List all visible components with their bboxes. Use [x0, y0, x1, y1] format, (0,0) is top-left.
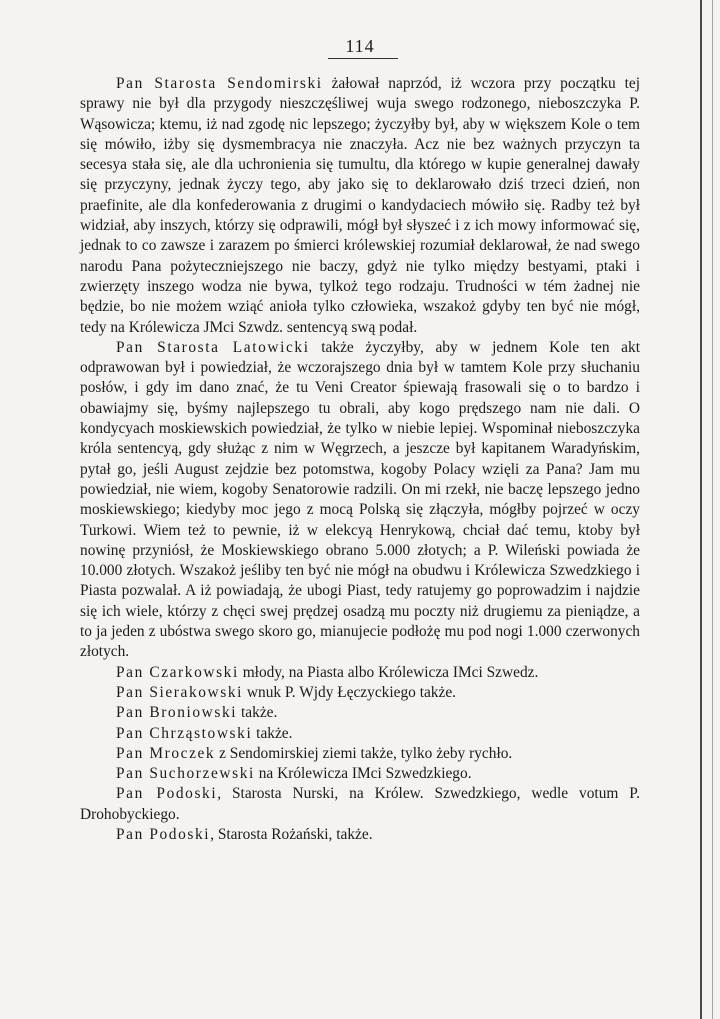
speaker-name: Pan Mroczek [116, 744, 216, 762]
page-body [80, 74, 640, 845]
vote-line [80, 784, 640, 825]
binding-edge-line-secondary [712, 0, 713, 1019]
speaker-name: Pan Broniowski [116, 704, 238, 722]
paragraph-text: także życzyłby, aby w jednem Kole ten akt odprawowan był i powiedział, że wczorajszego dnia był w tamtem Kole przy słuchaniu posłów, i gdy im dano znać, że tu Veni Creator śpiewają frasowali się o to bardzo i obawiajmy się, byśmy najlepszego tu obrali, aby kogo prędszego nam nie dali. O kondycyach moskiewskich powiedział, że tylko w niebie lepiej. Wspominał nieboszczyka króla sentencyą, gdy służąc z nim w Węgrzech, a jeszcze był kapitanem Waradyńskim, pytał go, jeśli August zejdzie bez potomstwa, kogoby Polacy wzięli za Pana? Jam mu powiedział, nie wiem, kogoby Senatorowie radzili. On mi rzekł, nie baczę lepszego jedno moskiewskiego; kiedyby moc jego z mocą Polską się złączyła, mógłby pojrzeć w oczy Turkowi. Wiem też to pewnie, iż w elekcyą Henrykową, chciał dać temu, ktoby był nowinę przyniósł, że Moskiewskiego obrano 5.000 złotych; a P. Wileński powiada że 10.000 złotych. Wszakoż jeśliby ten być nie mógł na obudwu i Królewicza Szwedzkiego i Piasta pozwalał. A iż powiadają, że ubogi Piast, tedy ratujemy go poprowadzim i najdzie się ich wiele, którzy z chęci swej prędzej osadzą mu poczty niż drugiemu za pieniądze, a to ja jeden z ubóstwa swego skoro go, mianujecie podłożę mu pod nogi 1.000 czerwonych złotych. [80, 338, 640, 661]
vote-text: wnuk P. Wjdy Łęczyckiego także. [243, 683, 457, 701]
page-number-rule [328, 58, 398, 59]
speaker-name: Pan Starosta Sendomirski [116, 75, 323, 92]
vote-text: młody, na Piasta albo Królewicza IMci Szwedz. [238, 663, 539, 681]
speaker-name: Pan Starosta Latowicki [116, 338, 310, 356]
vote-text: z Sendomirskiej ziemi także, tylko żeby rychło. [215, 744, 513, 762]
vote-text: , Starosta Nurski, na Królew. Szwedzkiego, wedle votum P. Drohobyckiego. [80, 785, 640, 823]
vote-line [80, 683, 640, 703]
speaker-name: Pan Podoski [116, 785, 218, 803]
vote-line [80, 663, 640, 683]
vote-text: także. [237, 704, 278, 722]
paragraph-sendomirski [80, 74, 640, 338]
paragraph-latowicki [80, 338, 640, 663]
speaker-name: Pan Podoski [116, 825, 211, 843]
vote-text: na Królewicza IMci Szwedzkiego. [254, 765, 472, 783]
binding-edge-line [700, 0, 702, 1019]
vote-text: także. [252, 724, 293, 742]
speaker-name: Pan Czarkowski [116, 663, 239, 681]
speaker-name: Pan Suchorzewski [116, 765, 255, 783]
vote-line [80, 764, 640, 784]
vote-line [80, 724, 640, 744]
vote-text: , Starosta Rożański, także. [210, 825, 373, 843]
speaker-name: Pan Sierakowski [116, 683, 244, 701]
paragraph-text: żałował naprzód, iż wczora przy początku tej sprawy nie był dla przygody nieszczęśliwej wuja swego rodzonego, nieboszczyka P. Wąsowicza; ktemu, iż nad zgodę nic lepszego; życzyłby był, aby w większem Kole o tem się mówiło, iżby się dysmembracya nie znaczyła. Acz nie bez ważnych przyczyn ta secesya stała się, ale dla uchronienia się tumultu, dla którego w kupie generalnej dawały się przyczyny, jednak życzy tego, aby jako się to deklarowało dziś trzeci dzień, non praefinite, ale dla konfederowania z drugimi o kandydaciech mówiło się. Radby też był widział, aby inszych, którzy się odprawili, mógł był słyszeć i z ich mowy informować się, jednak to co zawsze i zarazem po śmierci królewskiej rozumiał deklarował, że nad swego narodu Pana pożyteczniejszego nie baczy, gdyż nie tylko między bestyami, ptaki i zwierzęty inszego wodza nie bywa, tylkoż tego rodzaju. Trudności w tém żadnej nie będzie, bo nie możem wziąć anioła tylko człowieka, wszakoż gdyby ten być nie mógł, tedy na Królewicza JMci Szwdz. sentencyą swą podał. [80, 75, 640, 336]
vote-line [80, 703, 640, 723]
vote-line [80, 825, 640, 845]
vote-line [80, 744, 640, 764]
speaker-name: Pan Chrząstowski [116, 724, 253, 742]
page-number: 114 [345, 36, 375, 56]
